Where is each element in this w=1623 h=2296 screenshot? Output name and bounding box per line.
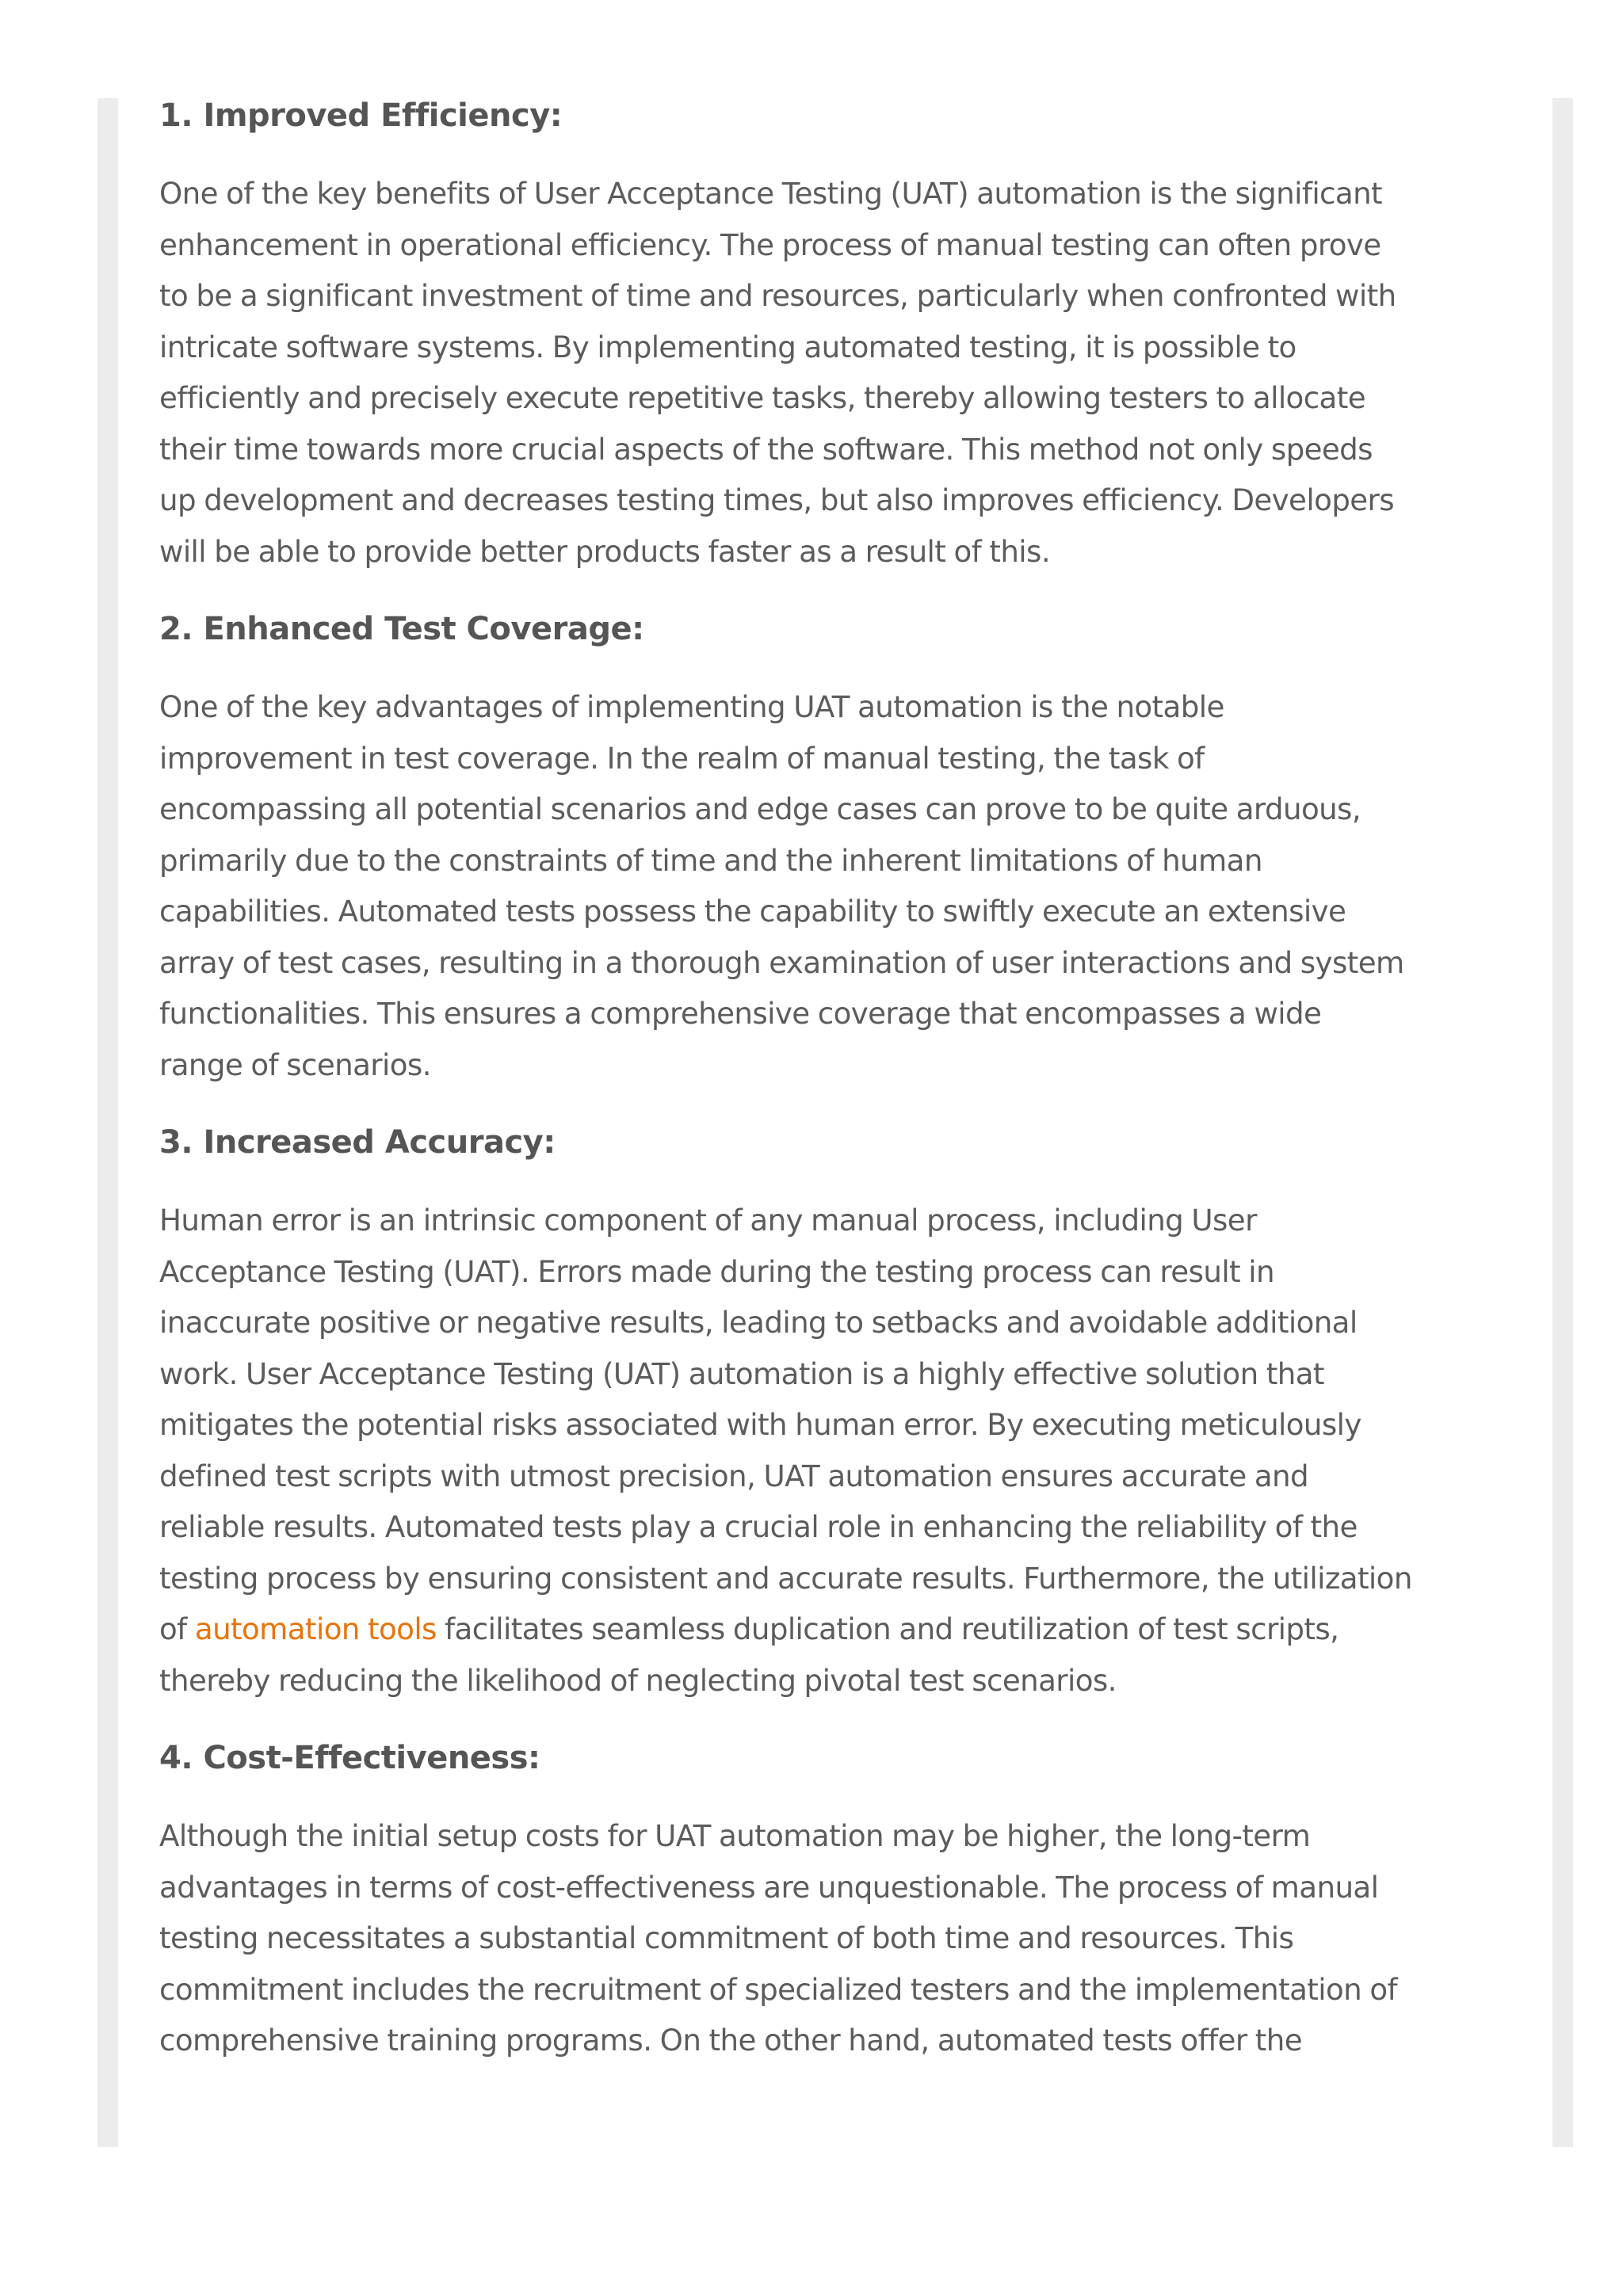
text-line: work. User Acceptance Testing (UAT) automation is a highly effective solution that: [159, 1356, 1324, 1391]
text-line: inaccurate positive or negative results, leading to setbacks and avoidable additional: [159, 1305, 1358, 1340]
text-line: capabilities. Automated tests possess the capability to swiftly execute an extensive: [159, 894, 1346, 929]
link-line-prefix: of: [159, 1611, 195, 1646]
text-line: enhancement in operational efficiency. The process of manual testing can often prove: [159, 227, 1381, 262]
paragraph-increased-accuracy: [159, 1195, 1499, 1706]
text-line: One of the key advantages of implementing UAT automation is the notable: [159, 689, 1224, 724]
text-line: commitment includes the recruitment of specialized testers and the implementation of: [159, 1971, 1397, 2007]
text-line: efficiently and precisely execute repetitive tasks, thereby allowing testers to allocate: [159, 380, 1366, 415]
article-body: [159, 95, 1499, 2098]
text-line: advantages in terms of cost-effectiveness are unquestionable. The process of manual: [159, 1869, 1379, 1905]
text-line: mitigates the potential risks associated with human error. By executing meticulously: [159, 1407, 1361, 1442]
text-line: range of scenarios.: [159, 1047, 431, 1082]
text-line: up development and decreases testing times, but also improves efficiency. Developers: [159, 482, 1394, 517]
text-line: intricate software systems. By implementing automated testing, it is possible to: [159, 329, 1296, 364]
text-line: thereby reducing the likelihood of neglecting pivotal test scenarios.: [159, 1662, 1117, 1698]
text-line: comprehensive training programs. On the other hand, automated tests offer the: [159, 2023, 1302, 2058]
text-line: One of the key benefits of User Acceptance Testing (UAT) automation is the significant: [159, 176, 1383, 211]
heading-enhanced-test-coverage: 2. Enhanced Test Coverage:: [159, 611, 644, 647]
text-line: primarily due to the constraints of time and the inherent limitations of human: [159, 842, 1262, 878]
automation-tools-link[interactable]: automation tools: [194, 1611, 437, 1646]
text-line: reliable results. Automated tests play a crucial role in enhancing the reliability of the: [159, 1509, 1358, 1544]
link-line-suffix: facilitates seamless duplication and reutilization of test scripts,: [436, 1611, 1339, 1646]
heading-improved-efficiency: 1. Improved Efficiency:: [159, 97, 563, 134]
paragraph-improved-efficiency: [159, 168, 1499, 577]
right-border-bar: [1552, 98, 1573, 2147]
text-line-with-link: [159, 1604, 1499, 1655]
text-line: functionalities. This ensures a comprehensive coverage that encompasses a wide: [159, 996, 1322, 1031]
text-line: to be a significant investment of time and resources, particularly when confronted with: [159, 278, 1396, 313]
text-line: array of test cases, resulting in a thorough examination of user interactions and system: [159, 944, 1404, 980]
left-border-bar: [97, 98, 118, 2147]
text-line: Human error is an intrinsic component of any manual process, including User: [159, 1203, 1257, 1238]
text-line: improvement in test coverage. In the realm of manual testing, the task of: [159, 740, 1205, 776]
text-line: testing process by ensuring consistent and accurate results. Furthermore, the utilization: [159, 1560, 1412, 1596]
text-line: their time towards more crucial aspects of the software. This method not only speeds: [159, 431, 1373, 467]
text-line: will be able to provide better products faster as a result of this.: [159, 533, 1051, 569]
text-line: defined test scripts with utmost precision, UAT automation ensures accurate and: [159, 1458, 1309, 1493]
heading-increased-accuracy: 3. Increased Accuracy:: [159, 1124, 556, 1161]
text-line: Although the initial setup costs for UAT automation may be higher, the long-term: [159, 1818, 1311, 1853]
heading-cost-effectiveness: 4. Cost-Effectiveness:: [159, 1740, 540, 1776]
paragraph-cost-effectiveness: [159, 1810, 1499, 2066]
text-line: testing necessitates a substantial commitment of both time and resources. This: [159, 1920, 1294, 1955]
text-line: encompassing all potential scenarios and edge cases can prove to be quite arduous,: [159, 791, 1361, 826]
text-line: Acceptance Testing (UAT). Errors made during the testing process can result in: [159, 1253, 1274, 1289]
paragraph-enhanced-test-coverage: [159, 681, 1499, 1090]
